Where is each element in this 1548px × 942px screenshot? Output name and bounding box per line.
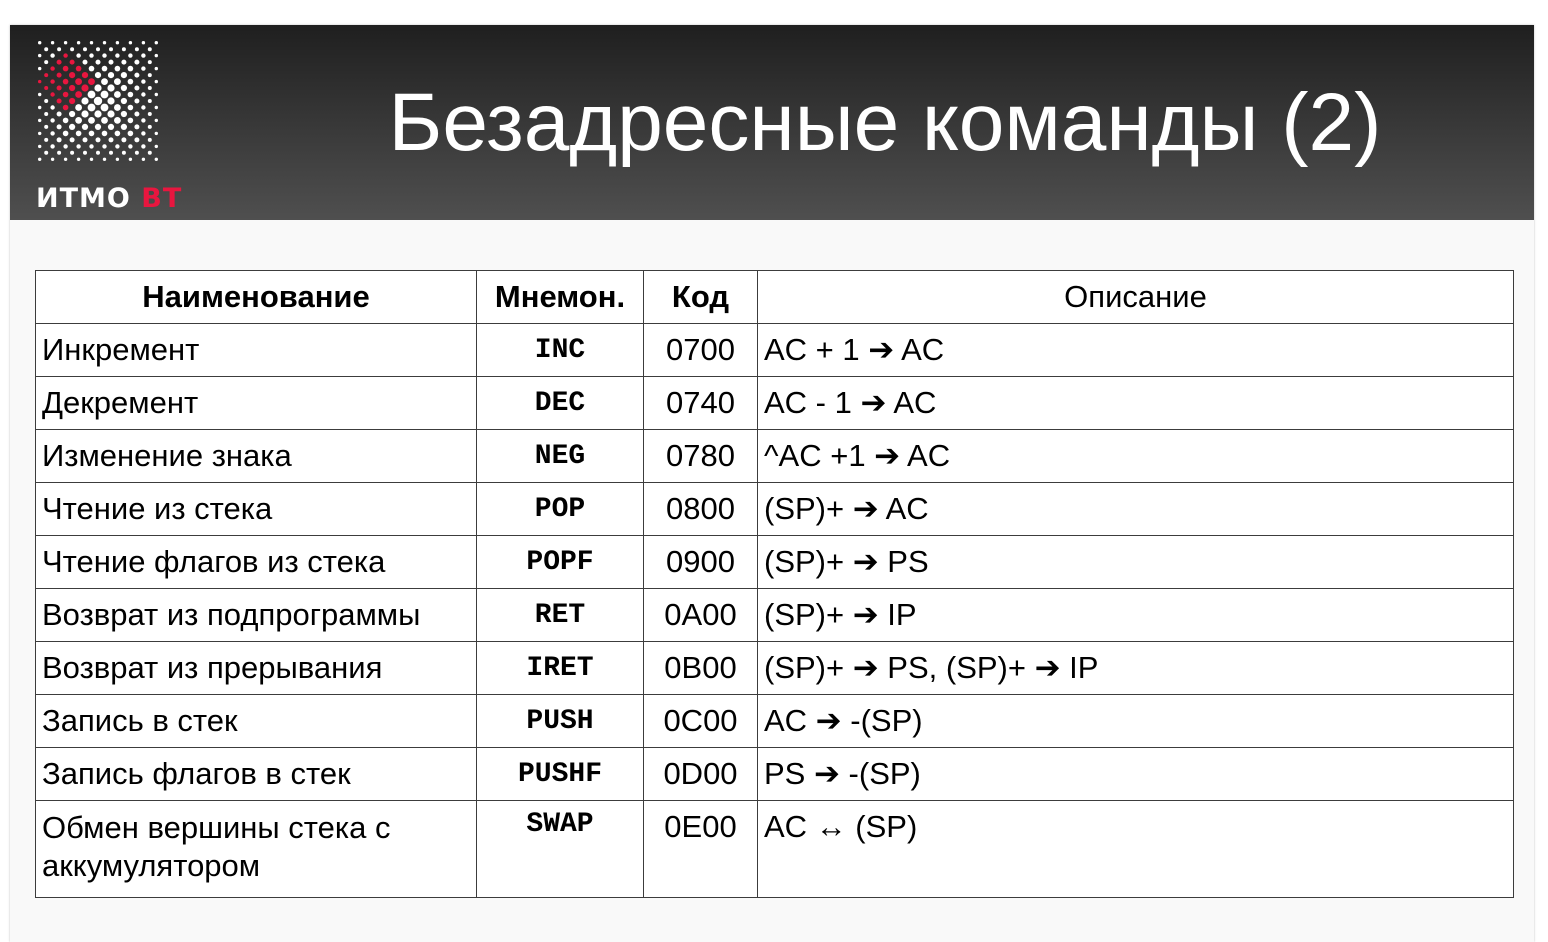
logo-dot xyxy=(63,118,69,124)
logo-dot xyxy=(57,60,62,65)
logo-dot xyxy=(44,125,48,129)
logo-dot xyxy=(107,97,114,104)
logo-dot xyxy=(101,78,108,85)
logo-dot xyxy=(38,41,41,44)
cell-mnemonic: PUSHF xyxy=(477,748,644,801)
logo-dot xyxy=(107,110,114,117)
logo-dot xyxy=(82,72,88,78)
logo-dot xyxy=(148,47,152,51)
logo-dot xyxy=(128,79,134,85)
logo-dot xyxy=(108,124,114,130)
logo-dot xyxy=(135,47,139,51)
cell-name: Обмен вершины стека с аккумулятором xyxy=(36,801,477,898)
logo-dot xyxy=(121,85,127,91)
cell-description: (SP)+ ➔ AC xyxy=(758,483,1514,536)
logo-dot xyxy=(50,53,54,57)
header-mnemonic: Мнемон. xyxy=(477,271,644,324)
logo-dot xyxy=(38,67,41,70)
logo-dot xyxy=(115,131,121,137)
logo-dot xyxy=(128,66,134,72)
cell-description: (SP)+ ➔ PS xyxy=(758,536,1514,589)
logo-dot xyxy=(148,73,152,77)
header-description: Описание xyxy=(758,271,1514,324)
logo-dot xyxy=(70,60,75,65)
logo-dot xyxy=(81,97,88,104)
logo-dot xyxy=(57,124,62,129)
logo-dot xyxy=(76,53,80,57)
logo-dot xyxy=(141,118,145,122)
logo-dot xyxy=(57,137,62,142)
logo-dot xyxy=(83,137,88,142)
logo-dot xyxy=(128,144,132,148)
cell-description: AC ↔ (SP) xyxy=(758,801,1514,898)
logo-dot xyxy=(141,79,145,83)
cell-code: 0C00 xyxy=(644,695,758,748)
logo-dot xyxy=(82,124,88,130)
logo-dot xyxy=(96,47,100,51)
logo-dot xyxy=(50,131,54,135)
logo-dot xyxy=(90,41,93,44)
logo-dot xyxy=(64,41,67,44)
logo-dot xyxy=(96,60,101,65)
logo-dot xyxy=(38,106,41,109)
logo-dot xyxy=(141,66,145,70)
logo-dot xyxy=(50,105,54,109)
logo-dot xyxy=(76,131,82,137)
logo-dot xyxy=(70,151,74,155)
logo-dot xyxy=(114,117,121,124)
logo-dot xyxy=(128,118,134,124)
logo-dot xyxy=(121,137,126,142)
cell-name: Декремент xyxy=(36,377,477,430)
logo-dot xyxy=(142,158,145,161)
cell-code: 0E00 xyxy=(644,801,758,898)
logo-dot xyxy=(128,92,134,98)
logo-dot xyxy=(77,158,80,161)
logo-dot xyxy=(69,124,75,130)
logo-dot xyxy=(141,53,145,57)
logo-dot xyxy=(103,158,106,161)
logo-dot xyxy=(148,125,152,129)
logo-dot xyxy=(50,66,54,70)
logo-dot xyxy=(109,137,114,142)
logo-dot xyxy=(57,47,61,51)
logo-dot xyxy=(89,131,95,137)
logo-dot xyxy=(116,158,119,161)
logo-dot xyxy=(155,119,158,122)
logo-dot xyxy=(89,66,95,72)
logo-dot xyxy=(38,132,41,135)
logo-dot xyxy=(38,158,41,161)
cell-mnemonic: DEC xyxy=(477,377,644,430)
logo-dot xyxy=(64,158,67,161)
cell-name: Возврат из прерывания xyxy=(36,642,477,695)
logo-dot xyxy=(148,86,152,90)
logo-dot xyxy=(155,80,158,83)
logo-dot xyxy=(95,72,101,78)
logo-dot xyxy=(83,151,87,155)
logo-dot xyxy=(75,117,82,124)
cell-code: 0A00 xyxy=(644,589,758,642)
logo-dot xyxy=(69,111,75,117)
cell-name: Чтение флагов из стека xyxy=(36,536,477,589)
cell-mnemonic: RET xyxy=(477,589,644,642)
cell-name: Запись флагов в стек xyxy=(36,748,477,801)
logo-dot xyxy=(38,80,41,83)
logo-dot xyxy=(128,53,132,57)
cell-mnemonic: POP xyxy=(477,483,644,536)
logo-dot xyxy=(76,144,80,148)
table-row xyxy=(36,324,1514,377)
logo-dot xyxy=(44,86,48,90)
logo-dot xyxy=(109,47,113,51)
logo-dot xyxy=(101,117,108,124)
logo-dot xyxy=(44,60,48,64)
logo-dot xyxy=(114,78,121,85)
logo-dot xyxy=(96,137,101,142)
cell-code: 0D00 xyxy=(644,748,758,801)
header-name: Наименование xyxy=(36,271,477,324)
logo-dot xyxy=(76,66,82,72)
logo-dot xyxy=(102,66,108,72)
logo-dot xyxy=(75,104,82,111)
logo-dot xyxy=(38,145,41,148)
itmo-logo xyxy=(30,33,200,215)
logo-dot xyxy=(114,91,121,98)
logo-dot xyxy=(95,124,101,130)
logo-dot xyxy=(134,99,139,104)
cell-mnemonic: POPF xyxy=(477,536,644,589)
logo-dot xyxy=(155,67,158,70)
logo-dot xyxy=(44,99,48,103)
table-row xyxy=(36,642,1514,695)
logo-dot xyxy=(122,151,126,155)
logo-dot xyxy=(102,53,106,57)
table-header-row xyxy=(36,271,1514,324)
logo-dot xyxy=(63,131,69,137)
logo-dot xyxy=(94,84,101,91)
logo-dot xyxy=(57,99,62,104)
logo-dot xyxy=(69,98,75,104)
cell-description: ^AC +1 ➔ AC xyxy=(758,430,1514,483)
logo-dot xyxy=(44,47,48,51)
cell-mnemonic: NEG xyxy=(477,430,644,483)
cell-name: Запись в стек xyxy=(36,695,477,748)
logo-dot xyxy=(114,104,121,111)
logo-dot xyxy=(57,73,62,78)
logo-dot xyxy=(77,41,80,44)
logo-dot xyxy=(155,145,158,148)
table-row xyxy=(36,536,1514,589)
logo-dot xyxy=(69,85,75,91)
logo-dot xyxy=(44,112,48,116)
logo-dot xyxy=(88,117,95,124)
logo-dot xyxy=(122,47,126,51)
logo-dot xyxy=(88,78,95,85)
logo-dot xyxy=(70,47,74,51)
logo-dot xyxy=(44,151,48,155)
cell-name: Возврат из подпрограммы xyxy=(36,589,477,642)
cell-code: 0B00 xyxy=(644,642,758,695)
logo-dot xyxy=(129,41,132,44)
logo-dot xyxy=(83,47,87,51)
logo-dot xyxy=(38,119,41,122)
logo-dot xyxy=(63,66,69,72)
table-row xyxy=(36,695,1514,748)
cell-code: 0780 xyxy=(644,430,758,483)
logo-dot xyxy=(57,112,62,117)
cell-code: 0740 xyxy=(644,377,758,430)
logo-dot xyxy=(148,138,152,142)
table-row xyxy=(36,748,1514,801)
slide-title: Безадресные команды (2) xyxy=(388,77,1382,168)
logo-dot xyxy=(70,137,75,142)
logo-dot xyxy=(50,92,54,96)
logo-dot xyxy=(109,151,113,155)
cell-name: Чтение из стека xyxy=(36,483,477,536)
slide xyxy=(10,25,1534,942)
logo-dot xyxy=(63,92,69,98)
logo-dot xyxy=(63,79,69,85)
commands-table xyxy=(35,270,1514,898)
logo-dot xyxy=(134,112,139,117)
dot-grid-logo-icon xyxy=(30,33,200,183)
logo-dot xyxy=(103,41,106,44)
logo-dot xyxy=(134,60,139,65)
cell-mnemonic: PUSH xyxy=(477,695,644,748)
logo-dot xyxy=(101,91,109,99)
logo-dot xyxy=(81,84,88,91)
logo-dot xyxy=(51,41,54,44)
logo-dot xyxy=(121,72,127,78)
logo-dot xyxy=(88,104,96,112)
logo-dot xyxy=(155,132,158,135)
logo-dot xyxy=(129,158,132,161)
logo-dot xyxy=(155,54,158,57)
table-row xyxy=(36,430,1514,483)
logo-dot xyxy=(51,158,54,161)
cell-description: AC - 1 ➔ AC xyxy=(758,377,1514,430)
logo-dot xyxy=(57,151,61,155)
logo-dot xyxy=(115,66,121,72)
logo-dot xyxy=(148,112,152,116)
logo-dot xyxy=(121,60,126,65)
cell-mnemonic: INC xyxy=(477,324,644,377)
logo-text-accent: ВТ xyxy=(141,183,183,214)
logo-text xyxy=(36,183,182,214)
logo-dot xyxy=(141,144,145,148)
logo-dot xyxy=(134,137,139,142)
logo-dot xyxy=(102,131,108,137)
logo-dot xyxy=(135,151,139,155)
logo-dot xyxy=(38,93,41,96)
logo-dot xyxy=(75,78,82,85)
logo-dot xyxy=(109,60,114,65)
header-code: Код xyxy=(644,271,758,324)
logo-dot xyxy=(134,73,139,78)
logo-dot xyxy=(121,111,127,117)
logo-dot xyxy=(155,41,158,44)
cell-description: (SP)+ ➔ PS, (SP)+ ➔ IP xyxy=(758,642,1514,695)
logo-dot xyxy=(50,79,54,83)
table-row xyxy=(36,801,1514,898)
logo-dot xyxy=(116,41,119,44)
logo-dot xyxy=(69,72,75,78)
logo-dot xyxy=(108,72,114,78)
cell-mnemonic: IRET xyxy=(477,642,644,695)
logo-dot xyxy=(63,105,69,111)
logo-dot xyxy=(142,41,145,44)
logo-dot xyxy=(75,91,82,98)
logo-dot xyxy=(89,144,93,148)
logo-dot xyxy=(115,53,119,57)
logo-dot xyxy=(128,105,134,111)
logo-dot xyxy=(141,131,145,135)
logo-dot xyxy=(141,105,145,109)
logo-dot xyxy=(155,158,158,161)
logo-dot xyxy=(141,92,145,96)
logo-dot xyxy=(44,73,48,77)
cell-description: (SP)+ ➔ IP xyxy=(758,589,1514,642)
cell-description: PS ➔ -(SP) xyxy=(758,748,1514,801)
logo-dot xyxy=(81,110,88,117)
logo-text-main: ИТМО xyxy=(36,183,131,214)
logo-dot xyxy=(134,86,139,91)
logo-dot xyxy=(57,86,62,91)
logo-dot xyxy=(63,53,67,57)
logo-dot xyxy=(83,60,88,65)
cell-code: 0900 xyxy=(644,536,758,589)
table-row xyxy=(36,483,1514,536)
logo-dot xyxy=(38,54,41,57)
logo-dot xyxy=(128,131,134,137)
logo-dot xyxy=(63,144,67,148)
logo-dot xyxy=(102,144,106,148)
logo-dot xyxy=(88,91,96,99)
logo-dot xyxy=(94,97,102,105)
cell-code: 0700 xyxy=(644,324,758,377)
logo-dot xyxy=(101,104,109,112)
logo-dot xyxy=(121,124,127,130)
slide-header xyxy=(10,25,1534,220)
logo-dot xyxy=(89,53,93,57)
logo-dot xyxy=(50,118,54,122)
logo-dot xyxy=(155,93,158,96)
logo-dot xyxy=(90,158,93,161)
logo-dot xyxy=(148,60,152,64)
cell-description: AC ➔ -(SP) xyxy=(758,695,1514,748)
cell-name: Инкремент xyxy=(36,324,477,377)
table-row xyxy=(36,377,1514,430)
logo-dot xyxy=(115,144,119,148)
logo-dot xyxy=(134,124,139,129)
logo-dot xyxy=(96,151,100,155)
logo-dot xyxy=(107,84,114,91)
logo-dot xyxy=(94,110,101,117)
table-row xyxy=(36,589,1514,642)
logo-dot xyxy=(155,106,158,109)
logo-dot xyxy=(121,98,127,104)
cell-mnemonic: SWAP xyxy=(477,801,644,898)
cell-code: 0800 xyxy=(644,483,758,536)
logo-dot xyxy=(148,99,152,103)
logo-dot xyxy=(44,138,48,142)
cell-description: AC + 1 ➔ AC xyxy=(758,324,1514,377)
logo-dot xyxy=(50,144,54,148)
logo-dot xyxy=(148,151,152,155)
cell-name: Изменение знака xyxy=(36,430,477,483)
